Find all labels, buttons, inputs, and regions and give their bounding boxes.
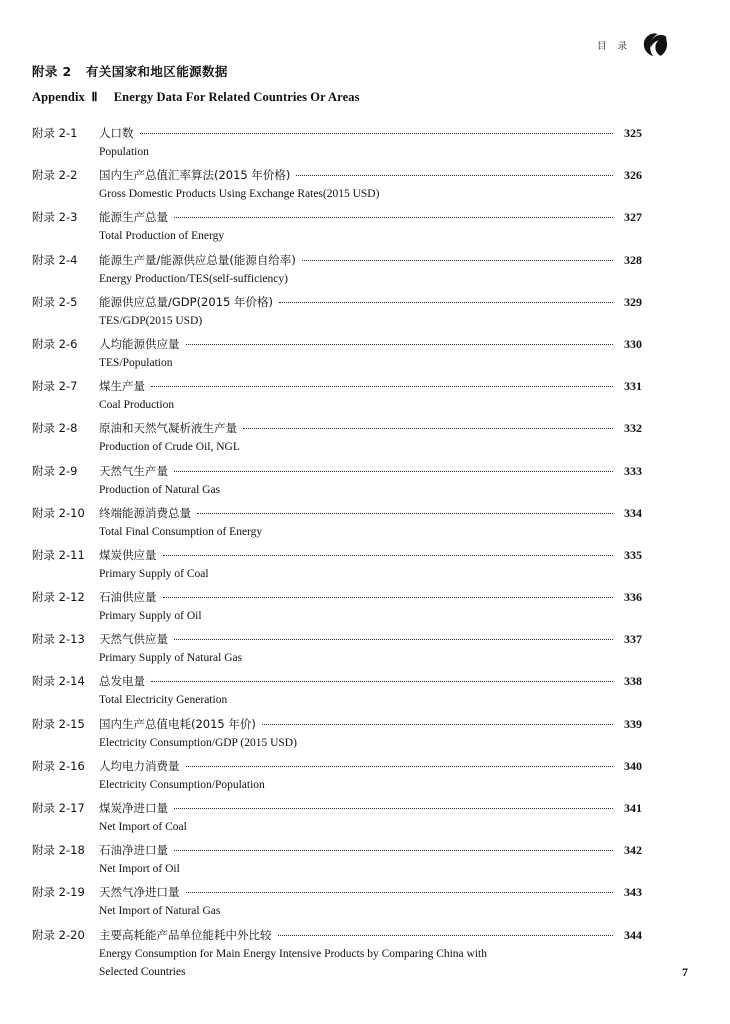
toc-entry-label: 附录 2-8: [32, 421, 78, 436]
toc-entry-page-number: 332: [624, 421, 642, 436]
toc-entry-title-en: [99, 227, 599, 245]
dot-leader: [174, 632, 613, 643]
toc-entry-title-en: [99, 818, 599, 836]
toc-entry-page-number: 327: [624, 210, 642, 225]
toc-entry-title-en: [99, 945, 599, 981]
toc-entry-title-en: [99, 565, 599, 583]
toc-entry[interactable]: [32, 715, 642, 752]
page-number: 7: [682, 965, 688, 979]
toc-entry-page-number: 333: [624, 463, 642, 478]
toc-entry-title-cn: 天然气供应量: [99, 632, 168, 647]
toc-entry-main: [32, 166, 642, 185]
toc-entry-label: 附录 2-2: [32, 168, 78, 183]
toc-entry-page-number: 325: [624, 126, 642, 140]
toc-entry[interactable]: [32, 630, 642, 667]
toc-entry-label: 附录 2-11: [32, 547, 85, 562]
toc-entry[interactable]: [32, 462, 642, 499]
toc-entry-title-en: [99, 354, 599, 372]
toc-entry-title-en: [99, 481, 599, 499]
dot-leader: [197, 506, 613, 517]
toc-entry-title-en-line: Total Electricity Generation: [99, 694, 228, 707]
toc-entry-page-number: 344: [624, 927, 642, 942]
toc-entry-title-en-line: Electricity Consumption/Population: [99, 778, 265, 791]
toc-entry[interactable]: [32, 926, 642, 981]
toc-entry-title-en: [99, 734, 599, 752]
toc-entry[interactable]: [32, 208, 642, 245]
toc-entry[interactable]: [32, 377, 642, 414]
toc-entry-title-en: [99, 438, 599, 456]
toc-entry-title-en: [99, 143, 599, 161]
toc-entry-label: 附录 2-18: [32, 843, 85, 858]
dot-leader: [174, 210, 613, 221]
toc-entry-title-en: [99, 396, 599, 414]
toc-entry[interactable]: [32, 335, 642, 372]
toc-entry-title-en-line: Total Production of Energy: [99, 230, 225, 243]
toc-entry-title-en-line: Selected Countries: [99, 965, 186, 978]
toc-entry-title-cn: 能源供应总量/GDP(2015 年价格): [99, 294, 273, 309]
toc-entry[interactable]: [32, 293, 642, 330]
toc-entry-main: [32, 715, 642, 734]
toc-entry-title-en: [99, 691, 599, 709]
toc-entry[interactable]: [32, 124, 642, 161]
appendix-title-en: Appendix Ⅱ Energy Data For Related Countries Or Areas: [32, 90, 360, 104]
toc-entry-label: 附录 2-12: [32, 590, 85, 605]
toc-entry-label: 附录 2-5: [32, 294, 78, 309]
toc-entry-page-number: 329: [624, 294, 642, 309]
toc-entry-main: [32, 377, 642, 396]
dot-leader: [243, 421, 613, 432]
toc-entry[interactable]: [32, 672, 642, 709]
toc-entry-title-cn: 原油和天然气凝析液生产量: [99, 421, 237, 436]
toc-entry-page-number: 337: [624, 632, 642, 647]
toc-entry-title-en-line: Electricity Consumption/GDP (2015 USD): [99, 736, 297, 749]
toc-entry-title-cn: 能源生产总量: [99, 210, 168, 225]
toc-entry[interactable]: [32, 757, 642, 794]
toc-entry-title-en: [99, 902, 599, 920]
toc-entry-title-en-line: Production of Crude Oil, NGL: [99, 441, 240, 454]
toc-entry-title-cn: 石油净进口量: [99, 843, 168, 858]
toc-entry-title-en-line: TES/GDP(2015 USD): [99, 314, 203, 327]
toc-entry-title-en-line: Net Import of Coal: [99, 821, 187, 833]
toc-entry[interactable]: [32, 251, 642, 288]
toc-entry-title-cn: 总发电量: [99, 674, 145, 689]
toc-entry-title-en: [99, 776, 599, 794]
dot-leader: [151, 674, 613, 685]
toc-entry-title-en: [99, 860, 599, 878]
toc-entry[interactable]: [32, 419, 642, 456]
toc-entry-page-number: 342: [624, 843, 642, 858]
toc-entry-title-en-line: TES/Population: [99, 356, 173, 369]
dot-leader: [174, 801, 613, 812]
toc-entry-main: [32, 926, 642, 945]
toc-entry-title-cn: 终端能源消费总量: [99, 505, 191, 520]
toc-entry-title-cn: 能源生产量/能源供应总量(能源自给率): [99, 252, 296, 267]
toc-entry-title-en-line: Gross Domestic Products Using Exchange Rates(2015 USD): [99, 188, 380, 201]
toc-entry-title-cn: 人口数: [99, 126, 134, 140]
dot-leader: [279, 295, 613, 306]
toc-entry-title-cn: 煤炭供应量: [99, 547, 157, 562]
toc-entry-title-en-line: Net Import of Natural Gas: [99, 905, 221, 918]
toc-entry-title-cn: 人均能源供应量: [99, 336, 180, 351]
toc-entry-label: 附录 2-15: [32, 716, 85, 731]
toc-entry-main: [32, 335, 642, 354]
toc-entry-label: 附录 2-13: [32, 632, 85, 647]
toc-entry-title-cn: 天然气净进口量: [99, 885, 180, 900]
toc-entry-title-en: [99, 270, 599, 288]
toc-entry-title-cn: 石油供应量: [99, 590, 157, 605]
toc-entry[interactable]: [32, 799, 642, 836]
toc-entry[interactable]: [32, 588, 642, 625]
toc-entry-title-cn: 人均电力消费量: [99, 758, 180, 773]
appendix-title-cn: 附录 2 有关国家和地区能源数据: [32, 64, 228, 79]
dot-leader: [163, 590, 614, 601]
dot-leader: [262, 717, 613, 728]
toc-entry[interactable]: [32, 546, 642, 583]
toc-entry-main: [32, 630, 642, 649]
dot-leader: [186, 337, 614, 348]
toc-entry-main: [32, 419, 642, 438]
toc-entry-title-en: [99, 312, 599, 330]
toc-entry-main: [32, 546, 642, 565]
toc-entry-main: [32, 757, 642, 776]
toc-entry-page-number: 331: [624, 379, 642, 394]
toc-entry-page-number: 336: [624, 590, 642, 605]
toc-entry-main: [32, 504, 642, 523]
toc-entry-title-en-line: Coal Production: [99, 399, 175, 412]
toc-entry-title-en-line: Total Final Consumption of Energy: [99, 525, 263, 538]
toc-entry-page-number: 326: [624, 168, 642, 183]
table-of-contents: [32, 124, 642, 986]
toc-entry-main: [32, 462, 642, 481]
dot-leader: [302, 253, 613, 264]
toc-entry-main: [32, 672, 642, 691]
toc-entry-title-en-line: Primary Supply of Oil: [99, 610, 202, 623]
dot-leader: [140, 126, 614, 137]
toc-entry[interactable]: [32, 841, 642, 878]
toc-entry-main: [32, 799, 642, 818]
toc-entry-label: 附录 2-4: [32, 252, 78, 267]
toc-entry-title-en-line: Population: [99, 146, 149, 158]
toc-entry-title-en-line: Production of Natural Gas: [99, 483, 221, 496]
dot-leader: [278, 928, 614, 939]
dot-leader: [186, 759, 614, 770]
toc-entry-title-en: [99, 607, 599, 625]
toc-entry-title-en-line: Primary Supply of Natural Gas: [99, 652, 243, 665]
dot-leader: [151, 379, 613, 390]
toc-entry-title-cn: 国内生产总值汇率算法(2015 年价格): [99, 168, 291, 183]
toc-entry-label: 附录 2-20: [32, 927, 85, 942]
toc-entry-title-en-line: Net Import of Oil: [99, 863, 180, 876]
toc-entry-page-number: 334: [624, 505, 642, 520]
toc-entry-main: [32, 124, 642, 143]
toc-entry-page-number: 341: [624, 801, 642, 815]
running-header-label: 目 录: [596, 41, 631, 52]
toc-entry-label: 附录 2-19: [32, 885, 85, 900]
toc-entry-page-number: 335: [624, 547, 642, 562]
toc-entry-page-number: 339: [624, 716, 642, 731]
toc-entry-title-cn: 天然气生产量: [99, 463, 168, 478]
toc-entry-title-cn: 煤生产量: [99, 379, 145, 394]
toc-entry[interactable]: [32, 166, 642, 203]
toc-entry-label: 附录 2-9: [32, 463, 78, 478]
toc-entry-page-number: 343: [624, 885, 642, 900]
toc-entry-title-en-line: Primary Supply of Coal: [99, 567, 209, 580]
running-header: [597, 28, 670, 62]
toc-entry-title-cn: 煤炭净进口量: [99, 801, 168, 815]
toc-entry-label: 附录 2-3: [32, 210, 78, 225]
toc-entry-label: 附录 2-17: [32, 801, 85, 815]
toc-entry-main: [32, 293, 642, 312]
toc-entry-page-number: 330: [624, 336, 642, 351]
toc-entry-title-en-line: Energy Consumption for Main Energy Intensive Products by Comparing China with: [99, 947, 487, 960]
toc-entry-main: [32, 208, 642, 227]
toc-entry-label: 附录 2-6: [32, 336, 78, 351]
energy-leaf-logo-icon: [640, 30, 670, 60]
toc-entry-title-en: [99, 649, 599, 667]
toc-entry-label: 附录 2-14: [32, 674, 85, 689]
toc-entry-page-number: 328: [624, 252, 642, 267]
dot-leader: [186, 885, 614, 896]
toc-entry-label: 附录 2-1: [32, 126, 78, 140]
toc-entry-main: [32, 841, 642, 860]
toc-entry-title-en: [99, 185, 599, 203]
toc-entry-title-cn: 国内生产总值电耗(2015 年价): [99, 716, 256, 731]
appendix-title-block: [32, 62, 652, 105]
dot-leader: [296, 168, 613, 179]
toc-entry-label: 附录 2-16: [32, 758, 85, 773]
toc-entry-page-number: 338: [624, 674, 642, 689]
toc-entry-title-cn: 主要高耗能产品单位能耗中外比较: [99, 927, 272, 942]
toc-entry-label: 附录 2-7: [32, 379, 78, 394]
toc-entry-main: [32, 251, 642, 270]
toc-entry-title-en: [99, 523, 599, 541]
toc-entry-title-en-line: Energy Production/TES(self-sufficiency): [99, 272, 288, 285]
toc-entry-main: [32, 883, 642, 902]
dot-leader: [174, 464, 613, 475]
toc-entry[interactable]: [32, 883, 642, 920]
toc-entry[interactable]: [32, 504, 642, 541]
toc-entry-main: [32, 588, 642, 607]
dot-leader: [163, 548, 614, 559]
dot-leader: [174, 843, 613, 854]
toc-entry-label: 附录 2-10: [32, 505, 85, 520]
toc-entry-page-number: 340: [624, 758, 642, 773]
